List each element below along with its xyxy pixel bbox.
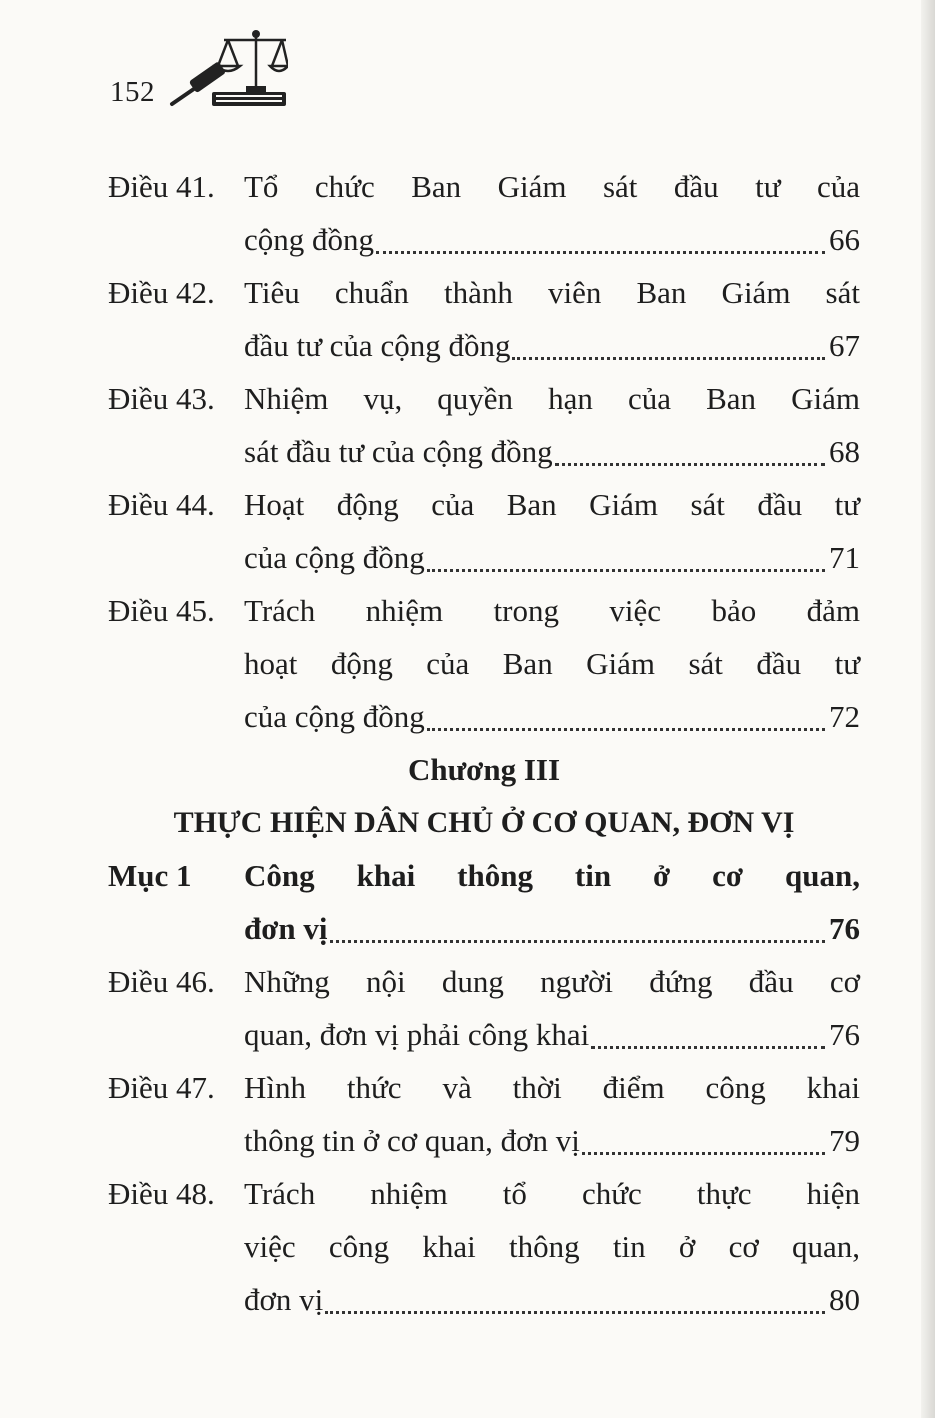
toc-entry-dieu-45[interactable]: [108, 584, 860, 743]
toc-entry-dieu-48[interactable]: [108, 1167, 860, 1326]
toc-entry-title-line: sát đầu tư của cộng đồng: [244, 434, 553, 469]
toc-entry-title-line: thông tin ở cơ quan, đơn vị: [244, 1123, 580, 1158]
dot-leader: [512, 356, 825, 360]
toc-entry-label: Điều 48.: [108, 1176, 215, 1211]
dot-leader: [376, 250, 825, 254]
toc-entry-dieu-47[interactable]: [108, 1061, 860, 1167]
toc-entry-title-line: hoạt động của Ban Giám sát đầu tư: [244, 646, 860, 681]
toc-entry-dieu-43[interactable]: [108, 372, 860, 478]
dot-leader: [427, 727, 825, 731]
toc-section-label: Mục 1: [108, 858, 192, 893]
toc-entry-page: 68: [829, 434, 860, 469]
toc-entry-page: 79: [829, 1123, 860, 1158]
toc-entry-title-line: đầu tư của cộng đồng: [244, 328, 511, 363]
toc-entry-dieu-42[interactable]: [108, 266, 860, 372]
toc-entry-label: Điều 45.: [108, 593, 215, 628]
toc-entry-dieu-46[interactable]: [108, 955, 860, 1061]
toc-entry-label: Điều 43.: [108, 381, 215, 416]
toc-entry-title-line: việc công khai thông tin ở cơ quan,: [244, 1229, 860, 1264]
toc-entry-page: 67: [829, 328, 860, 363]
page-number: 152: [110, 76, 155, 108]
toc-entry-dieu-41[interactable]: [108, 160, 860, 266]
dot-leader: [427, 568, 825, 572]
dot-leader: [325, 1310, 825, 1314]
toc-entry-title-line: Những nội dung người đứng đầu cơ: [244, 964, 860, 999]
toc-entry-label: Điều 47.: [108, 1070, 215, 1105]
table-of-contents: [108, 160, 860, 1326]
toc-section-page: 76: [829, 911, 860, 946]
toc-section-title-line: Công khai thông tin ở cơ quan,: [244, 858, 860, 893]
toc-entry-title-line: quan, đơn vị phải công khai: [244, 1017, 590, 1052]
toc-entry-dieu-44[interactable]: [108, 478, 860, 584]
toc-entry-title-line: Tổ chức Ban Giám sát đầu tư của: [244, 169, 860, 204]
toc-entry-title-line: Nhiệm vụ, quyền hạn của Ban Giám: [244, 381, 860, 416]
toc-entry-page: 66: [829, 222, 860, 257]
dot-leader: [330, 939, 825, 943]
page-edge-shadow: [921, 0, 935, 1418]
toc-entry-label: Điều 46.: [108, 964, 215, 999]
dot-leader: [582, 1151, 825, 1155]
toc-entry-page: 80: [829, 1282, 860, 1317]
toc-entry-title-line: Hoạt động của Ban Giám sát đầu tư: [244, 487, 860, 522]
toc-entry-page: 76: [829, 1017, 860, 1052]
toc-entry-page: 71: [829, 540, 860, 575]
toc-entry-label: Điều 42.: [108, 275, 215, 310]
chapter-number[interactable]: Chương III: [407, 752, 561, 787]
toc-entry-page: 72: [829, 699, 860, 734]
toc-entry-title-line: Tiêu chuẩn thành viên Ban Giám sát: [244, 275, 860, 310]
toc-entry-title-line: đơn vị: [244, 1282, 324, 1317]
toc-entry-label: Điều 44.: [108, 487, 215, 522]
chapter-title[interactable]: THỰC HIỆN DÂN CHỦ Ở CƠ QUAN, ĐƠN VỊ: [173, 806, 795, 839]
toc-entry-label: Điều 41.: [108, 169, 215, 204]
toc-entry-title-line: Hình thức và thời điểm công khai: [244, 1070, 860, 1105]
toc-section-muc-1[interactable]: [108, 849, 860, 955]
dot-leader: [591, 1045, 825, 1049]
toc-entry-title-line: của cộng đồng: [244, 540, 425, 575]
dot-leader: [555, 462, 825, 466]
toc-entry-title-line: Trách nhiệm trong việc bảo đảm: [244, 593, 860, 628]
toc-entry-title-line: cộng đồng: [244, 222, 375, 257]
toc-section-title-line: đơn vị: [244, 911, 328, 946]
scales-of-justice-gavel-icon: [168, 26, 288, 112]
toc-entry-title-line: Trách nhiệm tổ chức thực hiện: [244, 1176, 860, 1211]
toc-entry-title-line: của cộng đồng: [244, 699, 425, 734]
